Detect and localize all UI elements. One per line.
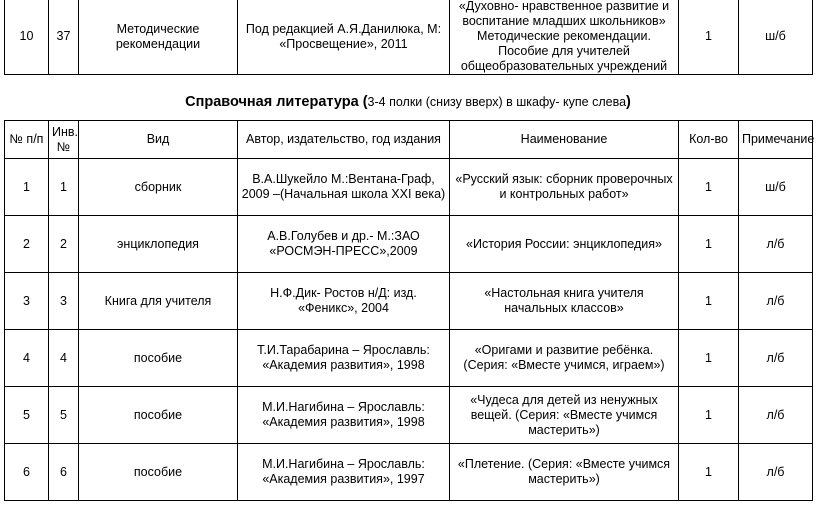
cell-author: М.И.Нагибина – Ярославль: «Академия развития», 1998 <box>238 387 450 444</box>
cell-num: 2 <box>5 216 49 273</box>
table-header-row <box>5 121 813 159</box>
cell-title: «Чудеса для детей из ненужных вещей. (Серия: «Вместе учимся мастерить») <box>450 387 679 444</box>
section-heading <box>0 94 816 110</box>
cell-qty: 1 <box>679 159 739 216</box>
cell-author: Под редакцией А.Я.Данилюка, М: «Просвещение», 2011 <box>238 0 450 75</box>
cell-inv: 4 <box>49 330 79 387</box>
cell-note: ш/б <box>739 159 813 216</box>
reference-literature-table <box>4 120 813 501</box>
header-type: Вид <box>79 121 238 159</box>
cell-inv: 5 <box>49 387 79 444</box>
cell-title: «История России: энциклопедия» <box>450 216 679 273</box>
header-num: № п/п <box>5 121 49 159</box>
table-row <box>5 444 813 501</box>
cell-num: 1 <box>5 159 49 216</box>
cell-qty: 1 <box>679 273 739 330</box>
header-inv: Инв. № <box>49 121 79 159</box>
table-row <box>5 273 813 330</box>
cell-note: ш/б <box>739 0 813 75</box>
table-row <box>5 159 813 216</box>
cell-note: л/б <box>739 273 813 330</box>
cell-title: «Плетение. (Серия: «Вместе учимся мастерить») <box>450 444 679 501</box>
cell-title: «Настольная книга учителя начальных классов» <box>450 273 679 330</box>
section-heading-close: ) <box>626 94 631 110</box>
cell-note: л/б <box>739 330 813 387</box>
cell-title: «Русский язык: сборник проверочных и контрольных работ» <box>450 159 679 216</box>
cell-type: энциклопедия <box>79 216 238 273</box>
header-author: Автор, издательство, год издания <box>238 121 450 159</box>
cell-type: сборник <box>79 159 238 216</box>
cell-author: Н.Ф.Дик- Ростов н/Д: изд. «Феникс», 2004 <box>238 273 450 330</box>
cell-qty: 1 <box>679 444 739 501</box>
cell-type: пособие <box>79 444 238 501</box>
cell-qty: 1 <box>679 330 739 387</box>
cell-type: пособие <box>79 387 238 444</box>
cell-inv: 1 <box>49 159 79 216</box>
cell-title: «Оригами и развитие ребёнка. (Серия: «Вместе учимся, играем») <box>450 330 679 387</box>
cell-title: «Духовно- нравственное развитие и воспитание младших школьников» Методические рекомендации. Пособие для учителей общеобразовательных учреждений <box>450 0 679 75</box>
header-qty: Кол-во <box>679 121 739 159</box>
cell-inv: 2 <box>49 216 79 273</box>
cell-inv: 37 <box>49 0 79 75</box>
cell-type: Методические рекомендации <box>79 0 238 75</box>
cell-author: В.А.Шукейло М.:Вентана-Граф, 2009 –(Начальная школа XXI века) <box>238 159 450 216</box>
table-row <box>5 216 813 273</box>
table-row <box>5 330 813 387</box>
header-note: Примечание <box>739 121 813 159</box>
cell-author: Т.И.Тарабарина – Ярославль: «Академия развития», 1998 <box>238 330 450 387</box>
cell-author: А.В.Голубев и др.- М.:ЗАО «РОСМЭН-ПРЕСС»,2009 <box>238 216 450 273</box>
table-row <box>5 387 813 444</box>
header-title: Наименование <box>450 121 679 159</box>
cell-qty: 1 <box>679 387 739 444</box>
table-row <box>5 0 813 75</box>
cell-num: 6 <box>5 444 49 501</box>
cell-num: 10 <box>5 0 49 75</box>
cell-qty: 1 <box>679 216 739 273</box>
cell-author: М.И.Нагибина – Ярославль: «Академия развития», 1997 <box>238 444 450 501</box>
cell-note: л/б <box>739 387 813 444</box>
cell-note: л/б <box>739 216 813 273</box>
cell-num: 4 <box>5 330 49 387</box>
cell-type: пособие <box>79 330 238 387</box>
section-heading-title: Справочная литература ( <box>185 94 368 110</box>
cell-inv: 3 <box>49 273 79 330</box>
section-heading-note: 3-4 полки (снизу вверх) в шкафу- купе слева <box>367 95 627 109</box>
cell-type: Книга для учителя <box>79 273 238 330</box>
cell-qty: 1 <box>679 0 739 75</box>
cell-inv: 6 <box>49 444 79 501</box>
cell-num: 5 <box>5 387 49 444</box>
cell-note: л/б <box>739 444 813 501</box>
cell-num: 3 <box>5 273 49 330</box>
previous-section-table <box>4 0 813 75</box>
